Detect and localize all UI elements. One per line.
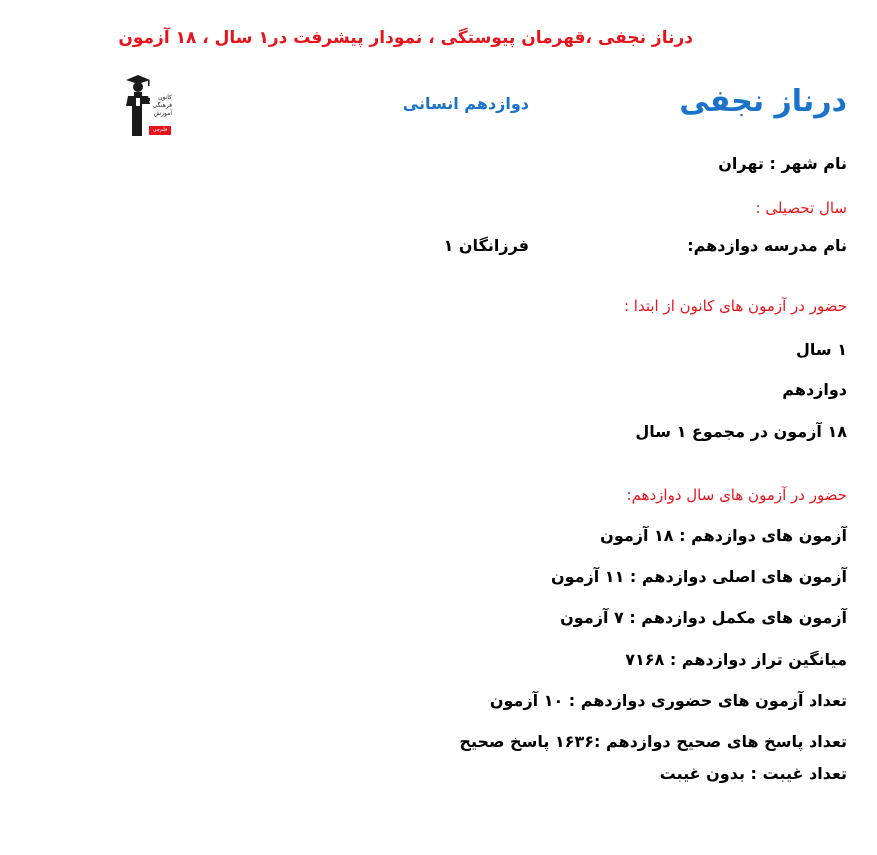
- grade12-heading: حضور در آزمون های سال دوازدهم:: [626, 486, 847, 504]
- grade12-correct-answers: تعداد پاسخ های صحیح دوازدهم :۱۶۳۶ پاسخ صحیح: [459, 732, 847, 751]
- city-line: نام شهر : تهران: [718, 154, 847, 173]
- attendance-years: ۱ سال: [796, 340, 847, 359]
- grade12-in-person-exams: تعداد آزمون های حضوری دوازدهم : ۱۰ آزمون: [489, 691, 847, 710]
- school-value: فرزانگان ۱: [443, 236, 529, 255]
- attendance-grade: دوازدهم: [782, 380, 847, 399]
- grade12-supplementary-exams: آزمون های مکمل دوازدهم : ۷ آزمون: [560, 608, 847, 627]
- school-label: نام مدرسه دوازدهم:: [687, 236, 847, 255]
- logo-badge: قلم‌چی: [149, 126, 171, 135]
- student-name: درناز نجفی: [679, 84, 847, 119]
- page-header-title: درناز نجفی ،قهرمان پیوستگی ، نمودار پیشرفت در۱ سال ، ۱۸ آزمون: [118, 28, 693, 48]
- grade12-exams: آزمون های دوازدهم : ۱۸ آزمون: [600, 526, 847, 545]
- grade12-average-score: میانگین تراز دوازدهم : ۷۱۶۸: [625, 650, 847, 669]
- grade12-main-exams: آزمون های اصلی دوازدهم : ۱۱ آزمون: [550, 567, 847, 586]
- academic-year-line: سال تحصیلی :: [755, 199, 847, 217]
- attendance-total: ۱۸ آزمون در مجموع ۱ سال: [635, 422, 847, 441]
- attendance-since-start-heading: حضور در آزمون های کانون از ابتدا :: [623, 297, 847, 315]
- grade12-absences: تعداد غیبت : بدون غیبت: [659, 764, 847, 783]
- grade-label: دوازدهم انسانی: [402, 94, 529, 113]
- kanoon-logo: [122, 74, 172, 138]
- logo-text: کانون فرهنگی آموزش: [152, 94, 172, 117]
